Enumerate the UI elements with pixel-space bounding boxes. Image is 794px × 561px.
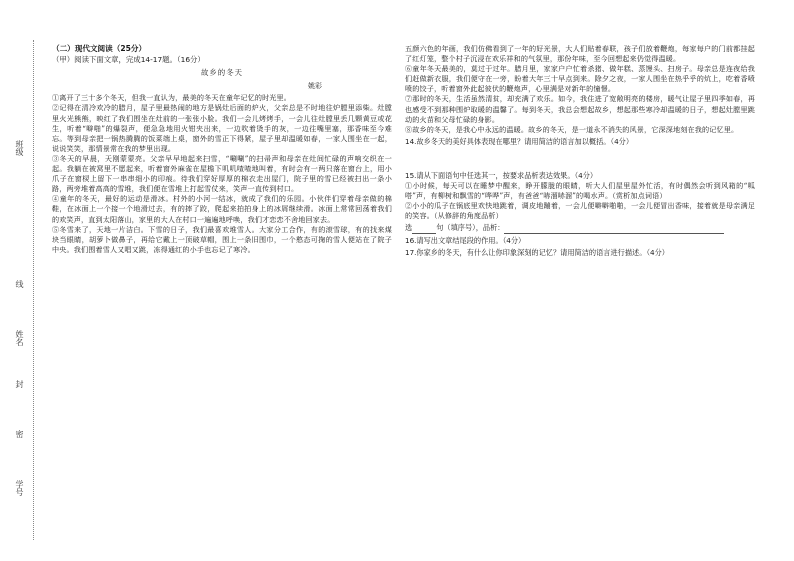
sentence-number-blank[interactable] [412,225,436,234]
answer-mid: 句（填序号），品析： [436,223,505,233]
side-mark-seal: 封 [15,380,24,388]
question-15-option-1: ①小时候，每天可以在睡梦中醒来，睁开朦胧的眼睛，听大人们屋里屋外忙活，有时偶然会听到风箱的“呱嗒”声，有柳树和飘雪的“哗哗”声，有爸爸“哧溜哧溜”的喝水声。（赏析加点词语） [405,181,755,201]
analysis-blank[interactable] [504,225,724,234]
name-label: 姓名 [15,330,24,346]
question-15-option-2: ②小小的瓜子在锅底里欢快地跳着，调皮地蹦着，一会儿便噼噼啪啪，一会儿便冒出香味，接着就是母亲满足的笑容。（从修辞的角度品析） [405,201,755,221]
class-label: 班级 [15,140,24,156]
question-15-answer [405,223,755,233]
answer-space-14[interactable] [405,147,755,169]
paragraph-5: ⑤冬雪来了，天地一片洁白。下雪的日子，我们最喜欢堆雪人。大家分工合作，有的滚雪球，有的找来煤块当眼睛，胡萝卜做鼻子，再给它戴上一顶破草帽，围上一条旧围巾，一个憨态可掬的雪人便站在了院子中央。我们围着雪人又唱又跳，冻得通红的小手也忘记了寒冷。 [52,224,392,254]
side-mark-secret: 密 [15,430,24,438]
essay-author: 姚彩 [308,82,322,91]
number-label: 学号 [15,480,24,496]
question-15: 15.请从下面语句中任选其一，按要求品析表达效果。（4分） [405,170,598,180]
paragraph-6: ⑥童年冬天最美的，莫过于过年。腊月里，家家户户忙着杀猪、做年糕、蒸馒头、扫房子。母亲总是连夜给我们赶做新衣服，我们便守在一旁，盼着大年三十早点到来。除夕之夜，一家人围坐在热乎乎的炕上，吃着香喷喷的饺子，听着窗外此起彼伏的鞭炮声，心里满是对新年的憧憬。 [405,64,755,94]
answer-prefix: 选 [405,223,413,233]
essay-title: 故乡的冬天 [201,68,243,78]
paragraph-8: ⑧故乡的冬天，是我心中永远的温暖。故乡的冬天，是一道永不消失的风景，它深深地刻在我的记忆里。 [405,124,739,134]
paragraph-4: ④童年的冬天，最好的运动是滑冰。村外的小河一结冰，就成了我们的乐园。小伙伴们穿着母亲做的棉鞋，在冰面上一个接一个地滑过去，有的摔了跤，爬起来拍拍身上的冰屑继续滑。冰面上常常回荡着我们的欢笑声，直到太阳落山，家里的大人在村口一遍遍地呼唤，我们才恋恋不舍地回家去。 [52,194,392,224]
paragraph-3: ③冬天的早晨，天刚蒙蒙亮。父亲早早地起来扫雪，“唰唰”的扫帚声和母亲在灶间忙碌的声响交织在一起。我躺在被窝里不愿起来，听着窗外麻雀在屋檐下叽叽喳喳地叫着，有时会有一两只落在窗台上，用小爪子在窗棂上留下一串串细小的印痕。待我们穿好厚厚的棉衣走出屋门，院子里的雪已经被扫出一条小路，两旁堆着高高的雪堆，我们便在雪堆上打起雪仗来，笑声一直传到村口。 [52,153,392,194]
paragraph-5-cont: 五颜六色的年画，我们仿佛看到了一年的好光景，大人们贴着春联，孩子们放着鞭炮，每家每户的门前都挂起了红灯笼，整个村子沉浸在欢乐祥和的气氛里，那份年味，至今回想起来仍觉得温暖。 [405,44,755,64]
binding-margin [10,40,40,540]
paragraph-1: ①离开了三十多个冬天，但我一直认为，最美的冬天在童年记忆的时光里。 [52,93,292,103]
section-instruction: （甲）阅读下面文章，完成14-17题。（16分） [52,55,205,65]
left-column [52,44,392,255]
right-column [405,44,755,258]
paragraph-2: ②记得在清冷欢冷的腊月，屋子里最热闹的地方是锅灶后面的炉火，父亲总是不时地往炉膛里添柴。灶膛里火光熊熊，映红了我们围坐在灶前的一张张小脸。我们一会儿烤烤手，一会儿往灶膛里丢几颗黄豆或花生，听着“噼啪”的爆裂声，便急急地用火钳夹出来，一边吹着烫手的灰，一边往嘴里塞，那香味至今难忘。等到母亲把一锅热腾腾的饭菜端上桌，窗外的雪正下得紧，屋子里却温暖如春，一家人围坐在一起，说说笑笑，那情景常在我的梦里出现。 [52,103,392,153]
side-mark-line: 线 [15,280,24,288]
seal-line [33,40,34,540]
paragraph-7: ⑦那时的冬天，生活虽然清贫，却充满了欢乐。如今，我住进了宽敞明亮的楼房，暖气让屋子里四季如春，再也感受不到那种围炉取暖的温馨了。每到冬天，我总会想起故乡，想起那些寒冷却温暖的日子，想起灶膛里跳动的火苗和父母忙碌的身影。 [405,94,755,124]
section-title: （二）现代文阅读（25分） [52,44,147,53]
question-14: 14.故乡冬天的美好具体表现在哪里？请用简洁的语言加以概括。（4分） [405,136,634,146]
question-16: 16.请写出文章结尾段的作用。（4分） [405,235,526,245]
question-17: 17.你家乡的冬天，有什么让你印象深刻的记忆？请用简洁的语言进行描述。（4分） [405,247,669,257]
